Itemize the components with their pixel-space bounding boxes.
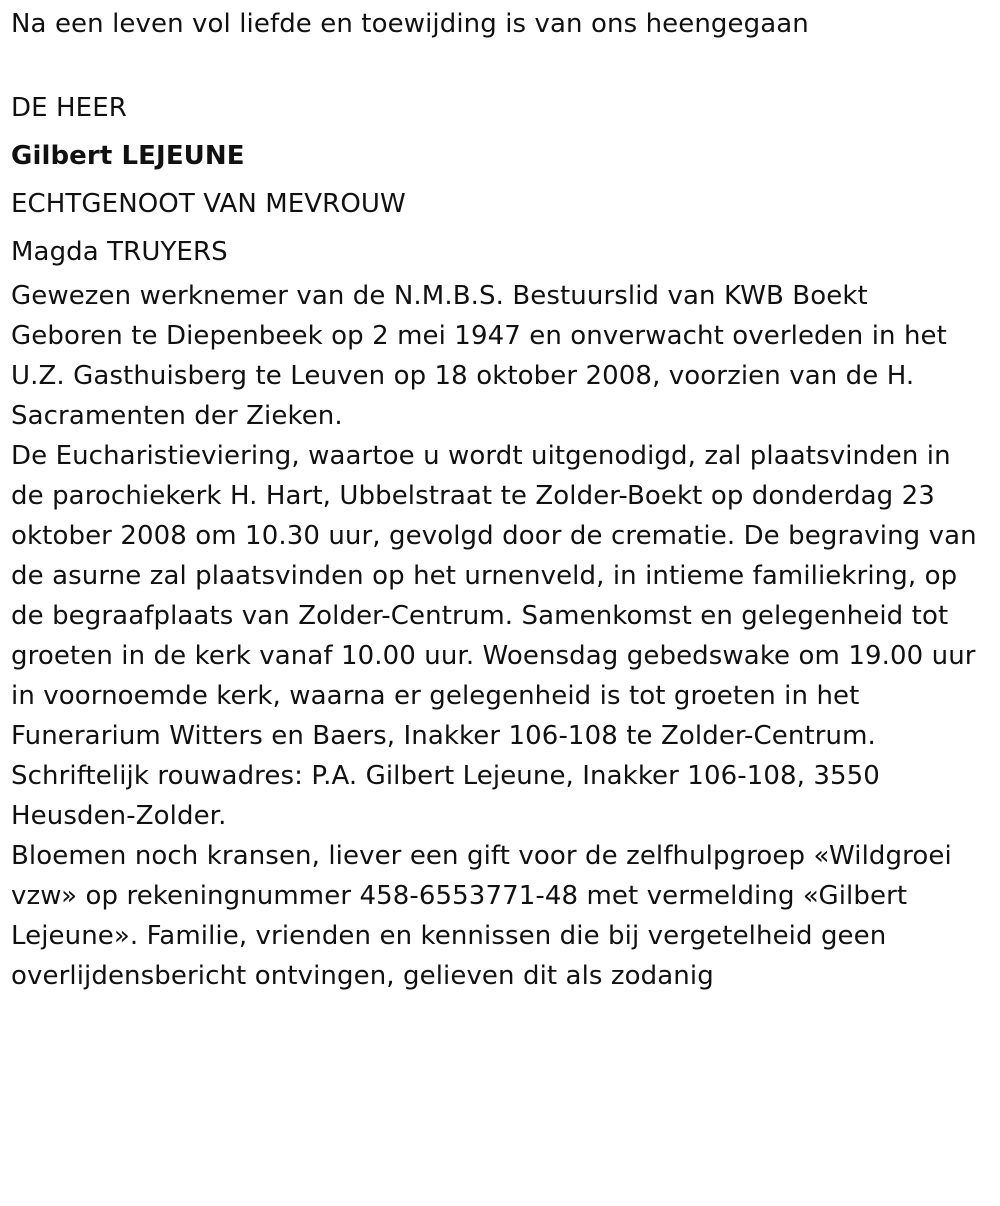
birth-death-paragraph: Geboren te Diepenbeek op 2 mei 1947 en onverwacht overleden in het U.Z. Gasthuisberg te Leuven op 18 oktober 2008, voorzien van de H. Sacramenten der Zieken.	[11, 321, 947, 431]
flowers-paragraph: Bloemen noch kransen, liever een gift voor de zelfhulpgroep «Wildgroei vzw» op rekeningnummer 458-6553771-48 met vermelding «Gilbert Lejeune». Familie, vrienden en kennissen die bij vergetelheid geen overlijdensbericht ontvingen, gelieven dit als zodanig	[11, 841, 952, 991]
ceremony-paragraph: De Eucharistieviering, waartoe u wordt uitgenodigd, zal plaatsvinden in de parochiekerk H. Hart, Ubbelstraat te Zolder-Boekt op donderdag 23 oktober 2008 om 10.30 uur, gevolgd door de crematie. De begraving van de asurne zal plaatsvinden op het urnenveld, in intieme familiekring, op de begraafplaats van Zolder-Centrum. Samenkomst en gelegenheid tot groeten in de kerk vanaf 10.00 uur. Woensdag gebedswake om 19.00 uur in voornoemde kerk, waarna er gelegenheid is tot groeten in het Funerarium Witters en Baers, Inakker 106-108 te Zolder-Centrum.	[11, 441, 977, 751]
title-prefix: DE HEER	[11, 93, 127, 123]
spouse-name: Magda TRUYERS	[11, 237, 228, 267]
address-paragraph: Schriftelijk rouwadres: P.A. Gilbert Lejeune, Inakker 106-108, 3550 Heusden-Zolder.	[11, 761, 880, 831]
person-block	[11, 84, 990, 276]
deceased-name: Gilbert LEJEUNE	[11, 141, 245, 171]
career-paragraph: Gewezen werknemer van de N.M.B.S. Bestuurslid van KWB Boekt	[11, 281, 868, 311]
spouse-prefix: ECHTGENOOT VAN MEVROUW	[11, 189, 406, 219]
intro-text: Na een leven vol liefde en toewijding is van ons heengegaan	[11, 9, 809, 39]
